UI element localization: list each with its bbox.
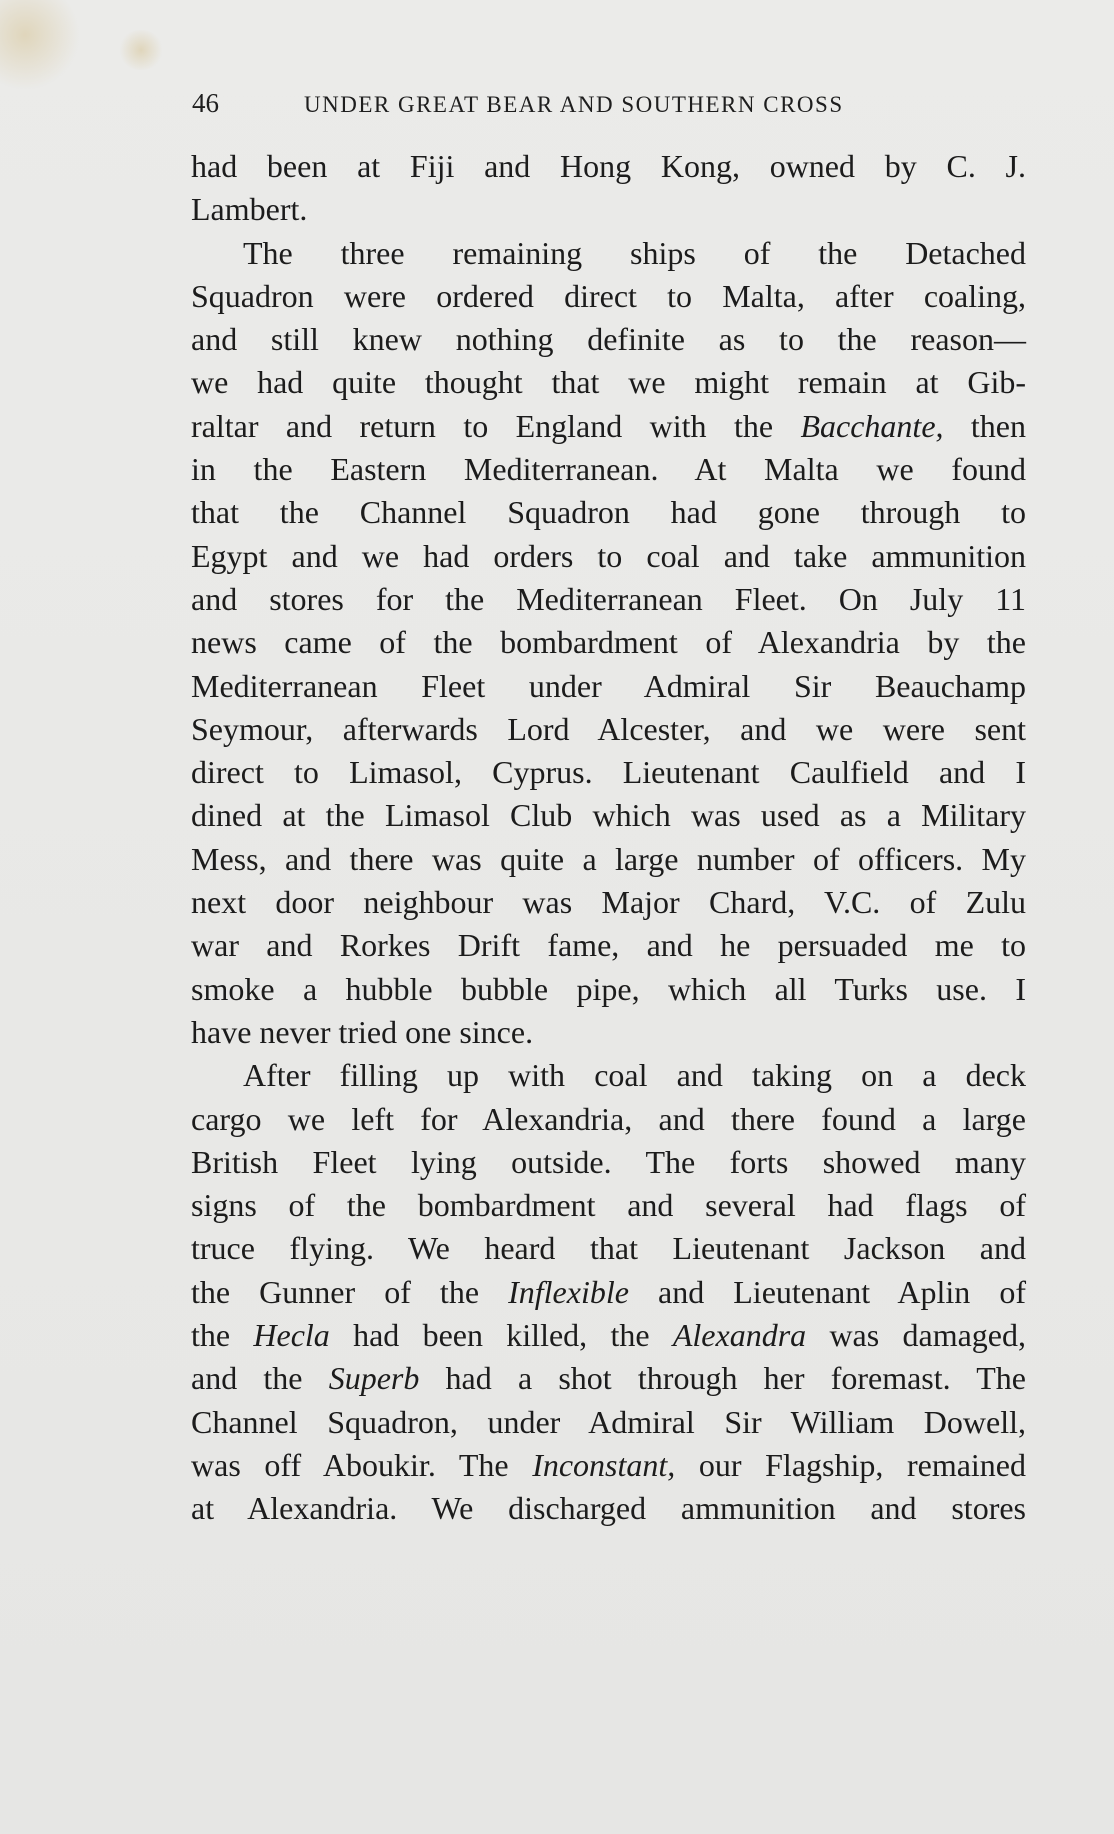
body-text <box>191 145 1026 1531</box>
ship-name: Hecla <box>253 1317 330 1354</box>
text-line: dined at the Limasol Club which was used as a Military <box>191 797 1026 834</box>
text-line: was off Aboukir. The Inconstant, our Flagship, remained <box>191 1446 1027 1483</box>
ship-name: Inflexible <box>508 1273 629 1310</box>
text-line: in the Eastern Mediterranean. At Malta we found <box>191 451 1026 488</box>
text-line: Lambert. <box>191 191 308 228</box>
text-line: Mess, and there was quite a large number of officers. My <box>191 840 1026 877</box>
text-line: After filling up with coal and taking on a deck <box>243 1057 1026 1094</box>
text-line: news came of the bombardment of Alexandria by the <box>191 624 1026 661</box>
text-line: at Alexandria. We discharged ammunition and stores <box>191 1490 1026 1527</box>
ship-name: Alexandra <box>672 1317 807 1354</box>
ship-name: Bacchante, <box>800 407 944 444</box>
text-line: the Gunner of the Inflexible and Lieutenant Aplin of <box>191 1273 1027 1310</box>
paper-stain <box>118 30 164 70</box>
text-line: and stores for the Mediterranean Fleet. On July 11 <box>191 580 1026 617</box>
text-line: The three remaining ships of the Detached <box>243 234 1026 271</box>
paper-stain <box>0 0 80 90</box>
text-line: that the Channel Squadron had gone through to <box>191 494 1026 531</box>
text-line: smoke a hubble bubble pipe, which all Turks use. I <box>191 970 1026 1007</box>
page-number: 46 <box>192 88 219 118</box>
text-line: Channel Squadron, under Admiral Sir William Dowell, <box>191 1403 1026 1440</box>
text-line: had been at Fiji and Hong Kong, owned by C. J. <box>191 148 1026 184</box>
text-line: cargo we left for Alexandria, and there found a large <box>191 1100 1026 1137</box>
text-line: war and Rorkes Drift fame, and he persuaded me to <box>191 927 1026 964</box>
ship-name: Superb <box>328 1360 420 1397</box>
text-line: next door neighbour was Major Chard, V.C. of Zulu <box>191 884 1026 921</box>
text-line: Seymour, afterwards Lord Alcester, and we were sent <box>191 710 1026 747</box>
text-line: the Hecla had been killed, the Alexandra was damaged, <box>191 1317 1027 1354</box>
text-line: truce flying. We heard that Lieutenant Jackson and <box>191 1230 1026 1267</box>
text-line: signs of the bombardment and several had flags of <box>191 1187 1026 1224</box>
text-line: British Fleet lying outside. The forts showed many <box>191 1143 1026 1180</box>
text-line: Egypt and we had orders to coal and take ammunition <box>191 537 1026 574</box>
text-line: Mediterranean Fleet under Admiral Sir Beauchamp <box>191 667 1026 704</box>
text-line: and still knew nothing definite as to the reason— <box>191 321 1026 358</box>
ship-name: Inconstant, <box>532 1446 676 1483</box>
text-line: we had quite thought that we might remain at Gib- <box>191 364 1026 401</box>
text-line: have never tried one since. <box>191 1013 534 1050</box>
text-line: Squadron were ordered direct to Malta, after coaling, <box>191 277 1026 314</box>
text-line: and the Superb had a shot through her foremast. The <box>191 1360 1027 1397</box>
text-line: direct to Limasol, Cyprus. Lieutenant Caulfield and I <box>191 754 1026 791</box>
running-head: UNDER GREAT BEAR AND SOUTHERN CROSS <box>304 92 844 117</box>
text-line: raltar and return to England with the Bacchante, then <box>191 407 1027 444</box>
